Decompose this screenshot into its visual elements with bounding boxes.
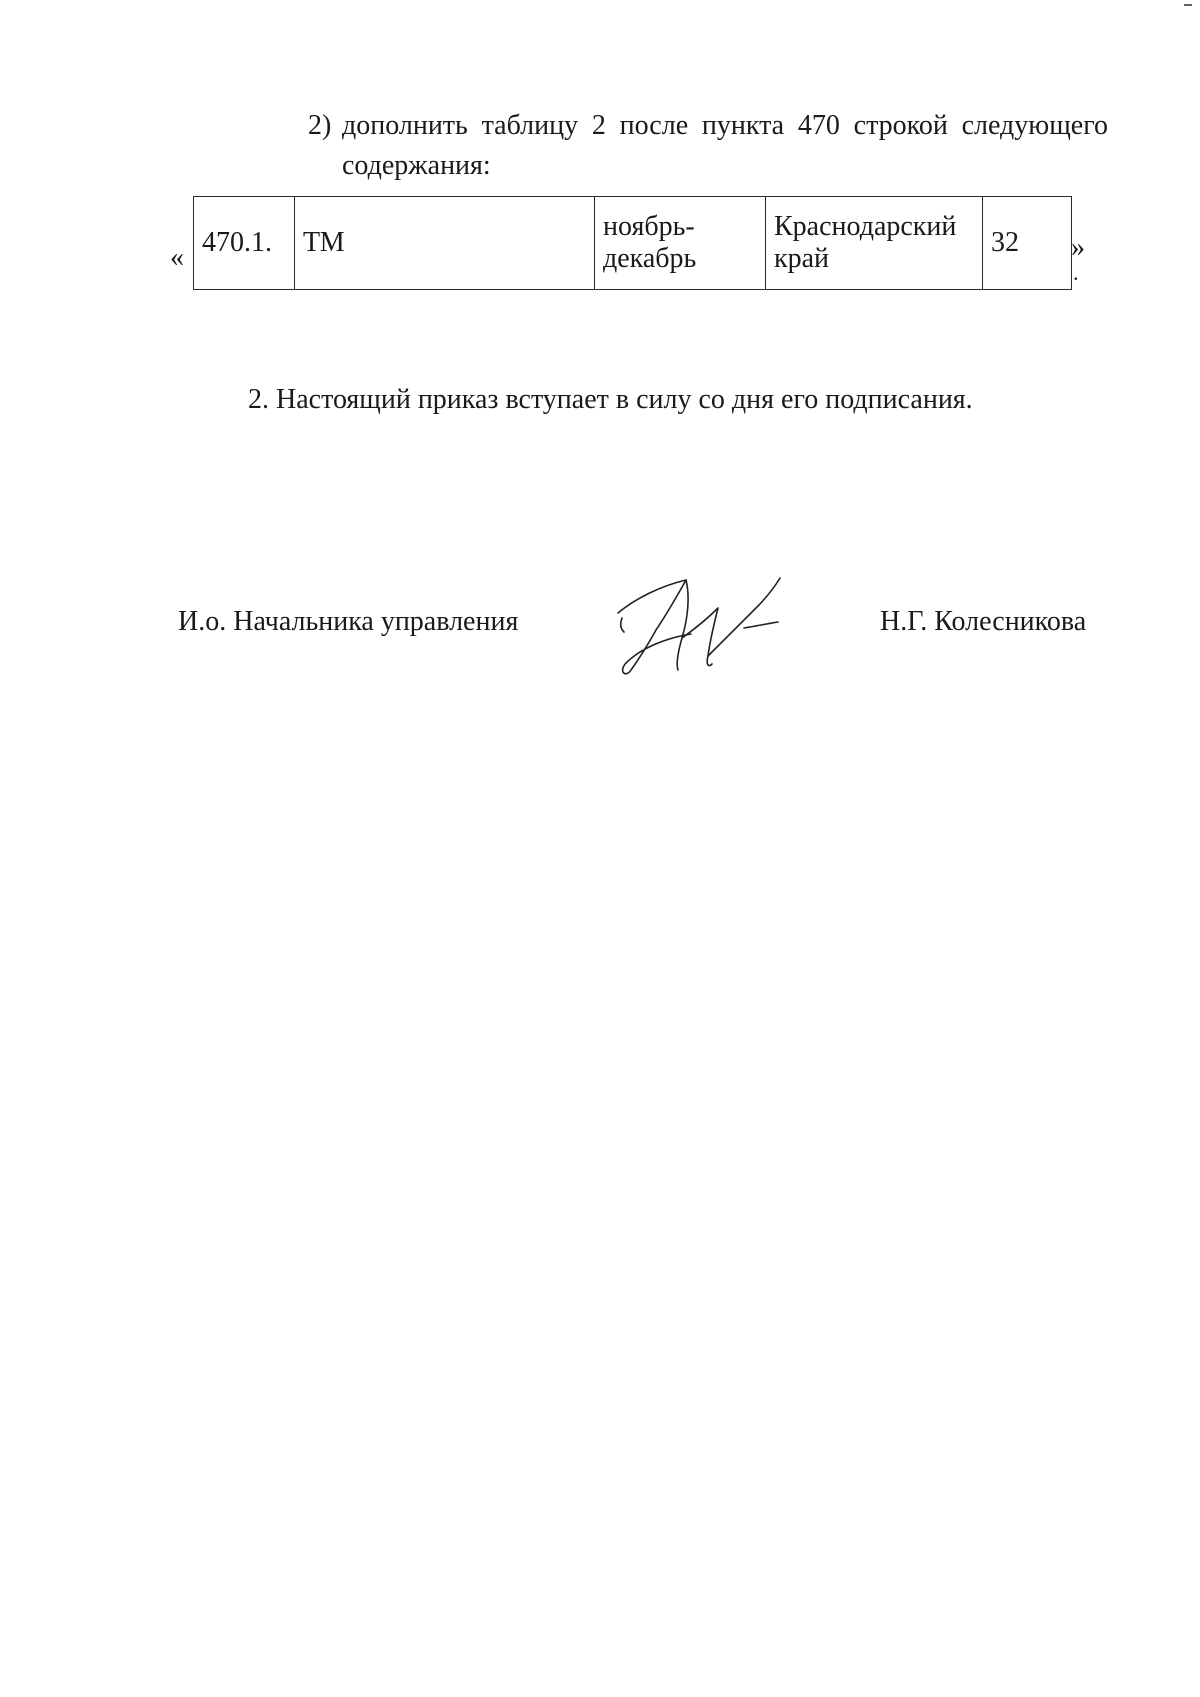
list-marker: 2): [308, 110, 332, 141]
signer-position: И.о. Начальника управления: [178, 606, 519, 637]
cell-region: Краснодарский край: [766, 197, 983, 290]
cell-name: ТМ: [295, 197, 595, 290]
handwritten-signature: [606, 568, 796, 678]
signer-name: Н.Г. Колесникова: [880, 606, 1087, 637]
opening-quote: «: [170, 242, 184, 273]
closing-quote: »: [1071, 232, 1085, 263]
table-row: [194, 197, 1072, 290]
paragraph-effective-date: 2. Настоящий приказ вступает в силу со дня его подписания.: [248, 384, 973, 415]
scan-mark: [1184, 4, 1192, 6]
amendment-item: [308, 106, 1108, 186]
cell-quantity: 32: [983, 197, 1072, 290]
amendment-text: дополнить таблицу 2 после пункта 470 строкой следующего содержания:: [342, 110, 1108, 181]
inserted-row-table: [193, 196, 1072, 290]
cell-period: ноябрь-декабрь: [595, 197, 766, 290]
cell-number: 470.1.: [194, 197, 295, 290]
closing-period: .: [1073, 260, 1079, 285]
